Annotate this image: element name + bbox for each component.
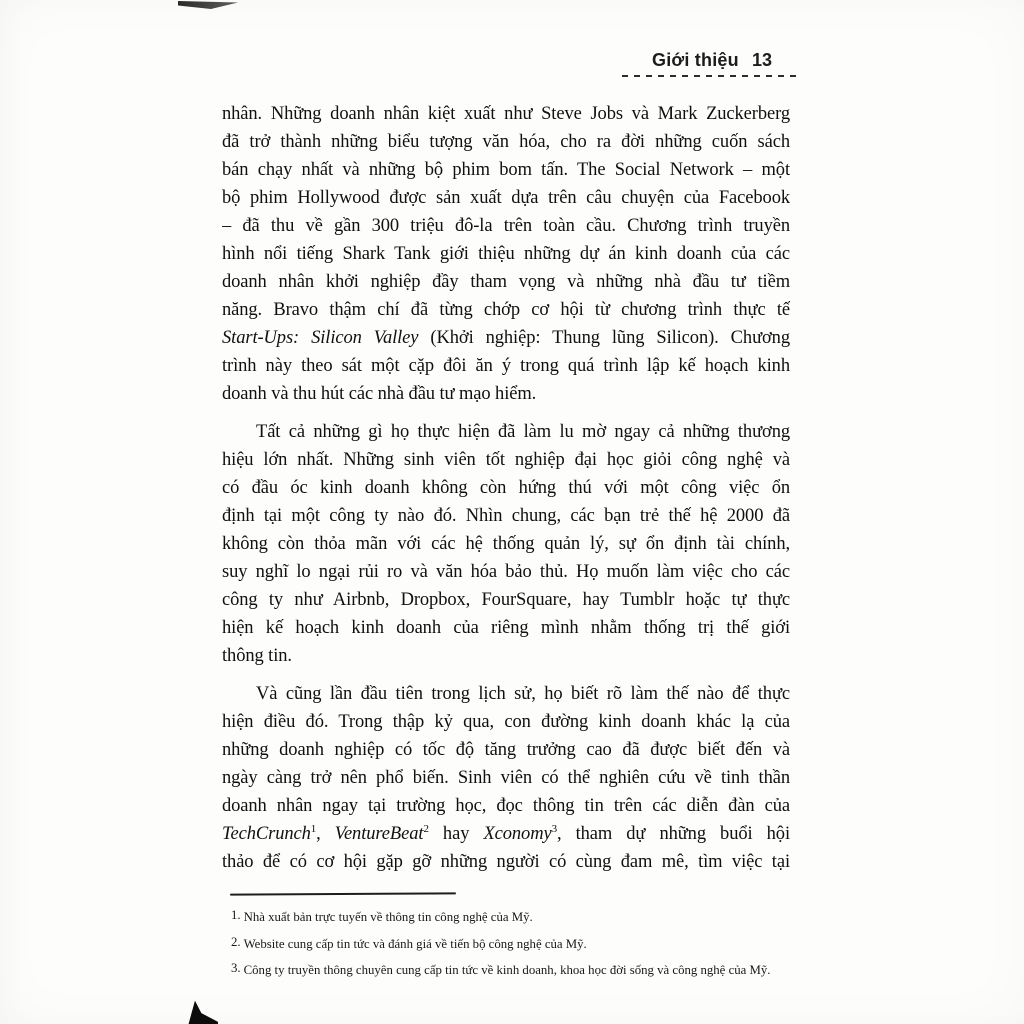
footnotes-block: [231, 904, 806, 984]
italic-site-name: TechCrunch: [222, 824, 311, 844]
italic-show-title: Start-Ups: Silicon Valley: [222, 328, 419, 348]
footnote-1: [231, 904, 806, 931]
text-line: hình nổi tiếng Shark Tank giới thiệu những dự án kinh doanh của các: [222, 244, 790, 264]
text-line: nhân. Những doanh nhân kiệt xuất như Steve Jobs và Mark Zuckerberg: [222, 104, 790, 124]
body-text-column: [222, 100, 790, 876]
text-line-with-italic-title: [222, 324, 790, 352]
text-segment: ,: [316, 824, 335, 844]
text-line: không còn thỏa mãn với các hệ thống quản lý, sự ổn định tài chính,: [222, 534, 790, 554]
running-header-section-title: Giới thiệu: [652, 50, 739, 70]
text-segment: (Khởi nghiệp: Thung lũng Silicon). Chương: [418, 328, 790, 348]
footnote-text: Công ty truyền thông chuyên cung cấp tin tức về kinh doanh, khoa học đời sống và công nghệ của Mỹ.: [243, 963, 771, 977]
text-line: đã trở thành những biểu tượng văn hóa, cho ra đời những cuốn sách: [222, 132, 790, 152]
text-line: doanh và thu hút các nhà đầu tư mạo hiểm.: [222, 384, 537, 404]
text-line: định tại một công ty nào đó. Nhìn chung, các bạn trẻ thế hệ 2000 đã: [222, 506, 790, 526]
text-line: bộ phim Hollywood được sản xuất dựa trên câu chuyện của Facebook: [222, 188, 790, 208]
text-line: có đầu óc kinh doanh không còn hứng thú với một công việc ổn: [222, 478, 790, 498]
footnote-2: [231, 931, 806, 958]
text-line: Tất cả những gì họ thực hiện đã làm lu mờ ngay cả những thương: [256, 422, 790, 442]
text-line: hiện điều đó. Trong thập kỷ qua, con đường kinh doanh khác lạ của: [222, 712, 790, 732]
text-line: doanh nhân ngay tại trường học, đọc thông tin trên các diễn đàn của: [222, 796, 790, 816]
text-line: trình này theo sát một cặp đôi ăn ý trong quá trình lập kế hoạch kinh: [222, 356, 790, 376]
text-line: – đã thu về gần 300 triệu đô-la trên toàn cầu. Chương trình truyền: [222, 216, 790, 236]
text-line: doanh nhân khởi nghiệp đầy tham vọng và những nhà đầu tư tiềm: [222, 272, 790, 292]
text-line: công ty như Airbnb, Dropbox, FourSquare, hay Tumblr hoặc tự thực: [222, 590, 790, 610]
text-line: ngày càng trở nên phổ biến. Sinh viên có thể nghiên cứu về tinh thần: [222, 768, 790, 788]
page-curl-artifact-top: [178, 0, 238, 10]
footnote-separator-rule: [230, 892, 456, 895]
text-line: những doanh nghiệp có tốc độ tăng trưởng cao đã được biết đến và: [222, 740, 790, 760]
text-line: năng. Bravo thậm chí đã từng chớp cơ hội từ chương trình thực tế: [222, 300, 790, 320]
paragraph-1: [222, 100, 790, 408]
footnote-number: 3.: [231, 961, 241, 975]
italic-site-name: Xconomy: [483, 824, 552, 844]
footnote-3: [231, 957, 806, 984]
footnote-ref-3: 3: [551, 822, 557, 835]
paragraph-2: [222, 418, 790, 670]
footnote-text: Nhà xuất bản trực tuyến về thông tin công nghệ của Mỹ.: [243, 910, 533, 924]
text-line: bán chạy nhất và những bộ phim bom tấn. The Social Network – một: [222, 160, 790, 180]
footnote-ref-2: 2: [423, 822, 429, 835]
text-line-with-footnote-refs: [222, 820, 790, 848]
text-segment: hay: [428, 824, 484, 844]
page-number: 13: [752, 50, 773, 70]
page-curl-artifact-bottom: [186, 998, 218, 1024]
header-dashed-rule: [622, 75, 798, 77]
text-line: thảo để có cơ hội gặp gỡ những người có cùng đam mê, tìm việc tại: [222, 852, 790, 872]
text-line: suy nghĩ lo ngại rủi ro và văn hóa bảo thủ. Họ muốn làm việc cho các: [222, 562, 790, 582]
text-line: Và cũng lần đầu tiên trong lịch sử, họ biết rõ làm thế nào để thực: [256, 684, 790, 704]
footnote-number: 1.: [231, 908, 241, 922]
footnote-ref-1: 1: [310, 822, 317, 835]
text-segment: , tham dự những buổi hội: [556, 824, 790, 844]
text-line: thông tin.: [222, 646, 292, 666]
text-line: hiệu lớn nhất. Những sinh viên tốt nghiệp đại học giỏi công nghệ và: [222, 450, 790, 470]
footnote-text: Website cung cấp tin tức và đánh giá về tiến bộ công nghệ của Mỹ.: [243, 936, 587, 951]
italic-site-name: VentureBeat: [334, 824, 424, 844]
paragraph-3: [222, 680, 790, 876]
text-line: hiện kế hoạch kinh doanh của riêng mình nhằm thống trị thế giới: [222, 618, 790, 638]
footnote-number: 2.: [231, 934, 241, 949]
